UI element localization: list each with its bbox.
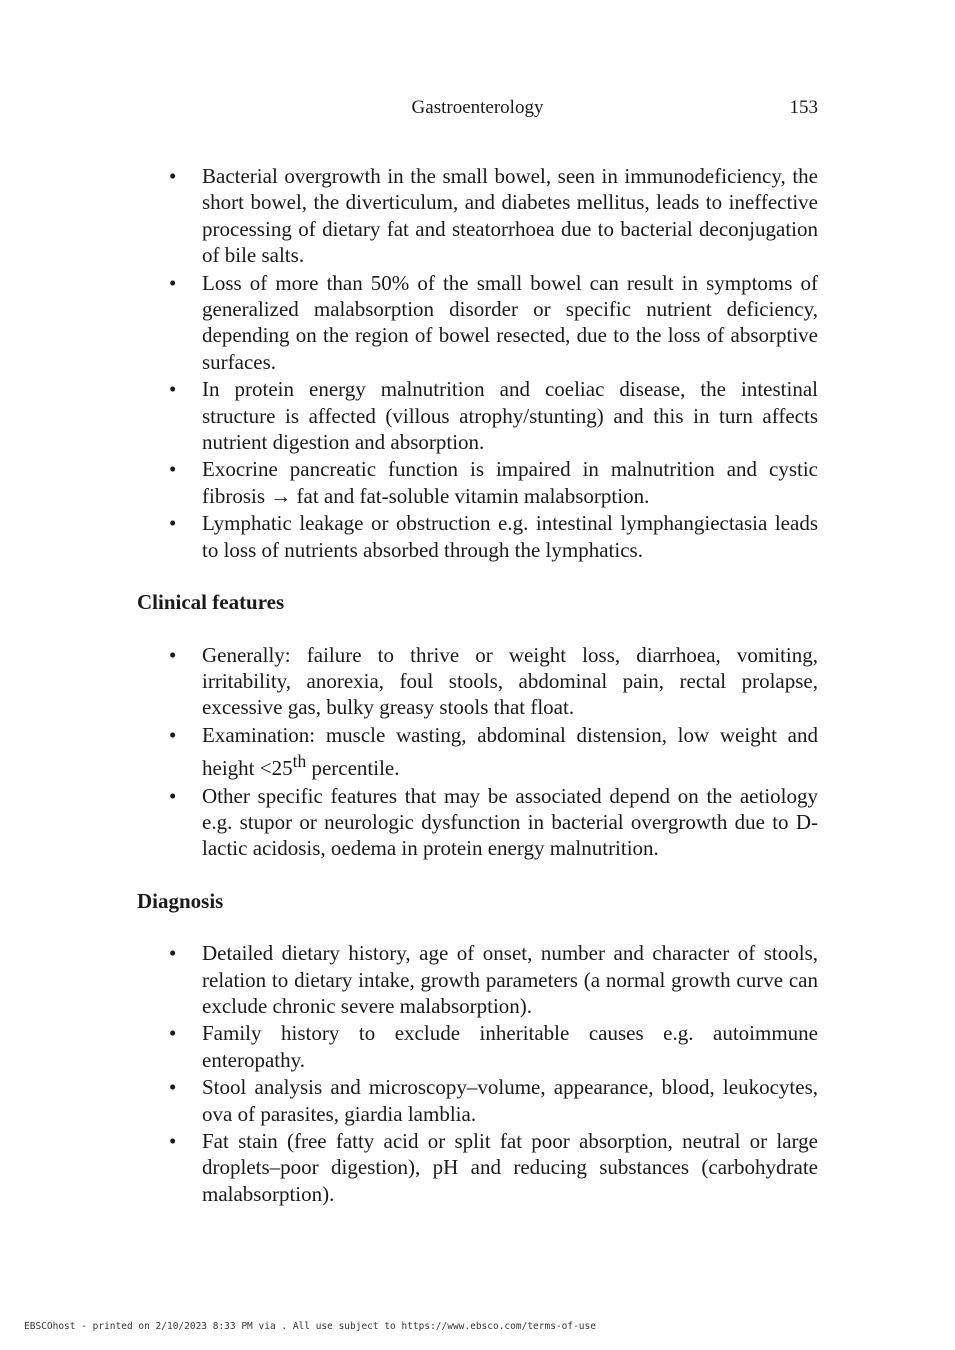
list-item: • Detailed dietary history, age of onset, number and character of stools, relation to dietary intake, growth parameters (a normal growth curve can exclude chronic severe malabsorption). <box>137 940 818 1019</box>
list-item: • Stool analysis and microscopy–volume, appearance, blood, leukocytes, ova of parasites, giardia lamblia. <box>137 1074 818 1127</box>
clinical-features-list <box>137 642 818 862</box>
list-item: • Lymphatic leakage or obstruction e.g. intestinal lymphangiectasia leads to loss of nutrients absorbed through the lymphatics. <box>137 510 818 563</box>
diagnosis-list <box>137 940 818 1207</box>
list-item: • Generally: failure to thrive or weight loss, diarrhoea, vomiting, irritability, anorexia, foul stools, abdominal pain, rectal prolapse, excessive gas, bulky greasy stools that float. <box>137 642 818 721</box>
list-item: • Family history to exclude inheritable causes e.g. autoimmune enteropathy. <box>137 1020 818 1073</box>
list-item: • In protein energy malnutrition and coeliac disease, the intestinal structure is affected (villous atrophy/stunting) and this in turn affects nutrient digestion and absorption. <box>137 376 818 455</box>
page-number: 153 <box>789 97 818 118</box>
intro-bullet-list <box>137 163 818 563</box>
list-item: • Fat stain (free fatty acid or split fat poor absorption, neutral or large droplets–poor digestion), pH and reducing substances (carbohydrate malabsorption). <box>137 1128 818 1207</box>
list-item <box>137 722 818 782</box>
running-title: Gastroenterology <box>411 97 544 118</box>
list-item: • Bacterial overgrowth in the small bowel, seen in immunodeficiency, the short bowel, the diverticulum, and diabetes mellitus, leads to ineffective processing of dietary fat and steatorrhoea due to bacterial deconjugation of bile salts. <box>137 163 818 269</box>
print-footer: EBSCOhost - printed on 2/10/2023 8:33 PM via . All use subject to https://www.ebsco.com/terms-of-use <box>24 1321 596 1332</box>
list-item: • Other specific features that may be associated depend on the aetiology e.g. stupor or neurologic dysfunction in bacterial overgrowth due to D-lactic acidosis, oedema in protein energy malnutrition. <box>137 783 818 862</box>
diagnosis-heading: Diagnosis <box>137 888 224 913</box>
ordinal-suffix: th <box>292 751 307 772</box>
clinical-features-heading: Clinical features <box>137 590 285 615</box>
page-body <box>137 163 818 1208</box>
examination-text: Examination: muscle wasting, abdominal distension, low weight and height <25 <box>202 722 818 781</box>
examination-text-end: percentile. <box>306 756 400 781</box>
list-item: • Exocrine pancreatic function is impaired in malnutrition and cystic fibrosis → fat and fat-soluble vitamin malabsorption. <box>137 456 818 509</box>
list-item: • Loss of more than 50% of the small bowel can result in symptoms of generalized malabsorption disorder or specific nutrient deficiency, depending on the region of bowel resected, due to the loss of absorptive surfaces. <box>137 270 818 376</box>
page-header <box>137 97 818 121</box>
